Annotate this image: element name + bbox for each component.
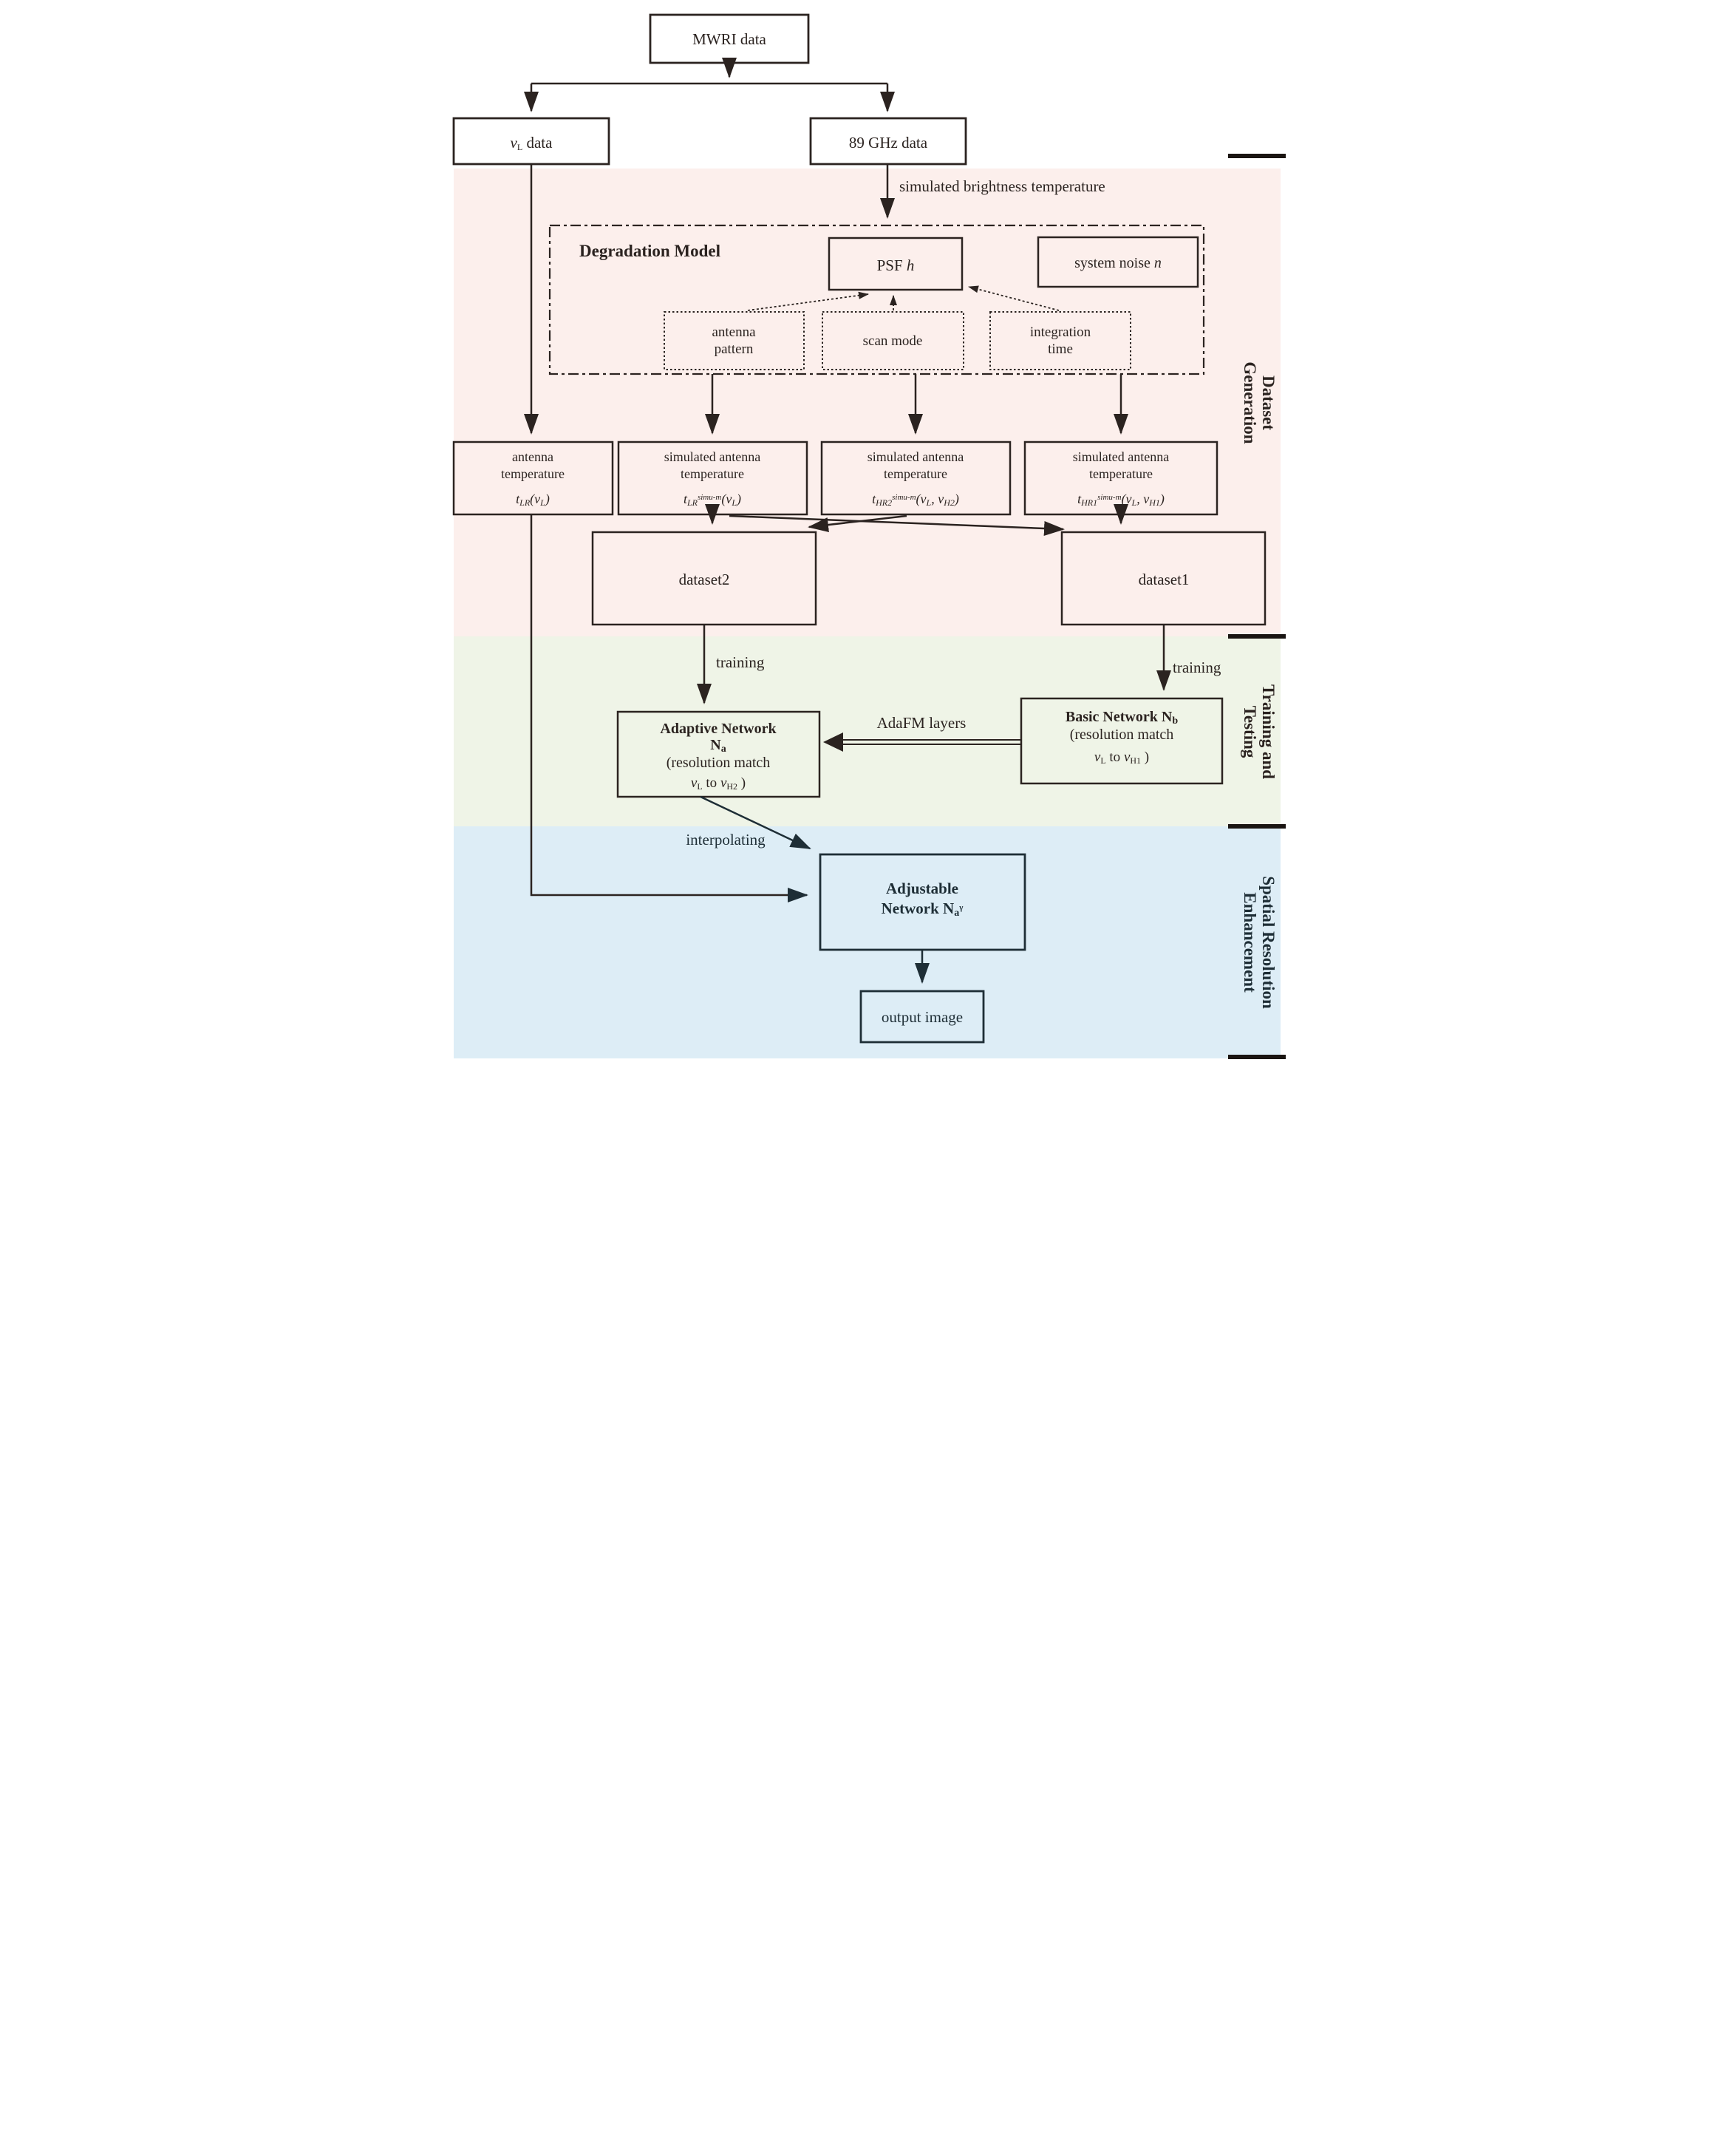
sim-temp-hr1-label: simulated antenna temperature (1072, 449, 1170, 481)
dataset1-label: dataset1 (1138, 571, 1190, 588)
antenna-temp-label: antenna temperature (501, 449, 565, 481)
adjustable-network-line2: Network Naγ (881, 900, 964, 919)
sim-temp-lr-label: simulated antenna temperature (664, 449, 761, 481)
section-tick-mid1 (1228, 634, 1286, 639)
antenna-pattern-label: antenna pattern (712, 324, 756, 357)
adjustable-network-line1: Adjustable (885, 880, 959, 897)
sim-temp-hr1-formula: tHR1simu-m(vL, vH1) (1077, 492, 1165, 508)
sim-temp-hr2-formula: tHR2simu-m(vL, vH2) (872, 492, 959, 508)
training-right-label: training (1173, 659, 1221, 676)
system-noise-label: system noise n (1074, 255, 1162, 271)
scan-mode-label: scan mode (862, 333, 923, 349)
adaptive-network-formula: vL to vH2 ) (690, 775, 746, 792)
flowchart-page (434, 0, 1301, 1078)
vl-data-label: vL data (510, 134, 553, 152)
basic-network-title: Basic Network Nb (1065, 709, 1179, 727)
section-label-dataset-generation: DatasetGeneration (1241, 361, 1278, 444)
sim-brightness-label: simulated brightness temperature (899, 177, 1105, 195)
89ghz-data-label: 89 GHz data (848, 134, 928, 152)
antenna-temp-formula: tLR(vL) (516, 492, 550, 508)
section-tick-mid2 (1228, 824, 1286, 829)
interpolating-label: interpolating (686, 831, 766, 849)
basic-network-formula: vL to vH1 ) (1094, 749, 1150, 766)
mwri-data-label: MWRI data (692, 30, 766, 48)
flowchart-canvas (434, 0, 1301, 1078)
psf-label: PSF h (876, 256, 915, 274)
degradation-model-title: Degradation Model (579, 242, 721, 260)
adafm-label: AdaFM layers (876, 714, 967, 732)
adaptive-network-symbol: Na (710, 737, 726, 755)
integration-time-label: integration time (1029, 324, 1091, 357)
basic-network-line2: (resolution match (1069, 727, 1174, 743)
band-spatial-resolution (454, 826, 1281, 1058)
section-label-spatial-resolution: Spatial ResolutionEnhancement (1241, 876, 1278, 1009)
section-tick-top (1228, 154, 1286, 158)
adaptive-network-line3: (resolution match (666, 755, 771, 771)
output-image-label: output image (881, 1008, 964, 1026)
sim-temp-hr2-label: simulated antenna temperature (867, 449, 964, 481)
section-tick-bottom (1228, 1055, 1286, 1059)
dataset2-label: dataset2 (678, 571, 730, 588)
training-left-label: training (716, 653, 765, 671)
sim-temp-lr-formula: tLRsimu-m(vL) (683, 492, 742, 508)
section-label-training-testing: Training andTesting (1241, 684, 1278, 780)
adaptive-network-title: Adaptive Network (660, 721, 777, 737)
